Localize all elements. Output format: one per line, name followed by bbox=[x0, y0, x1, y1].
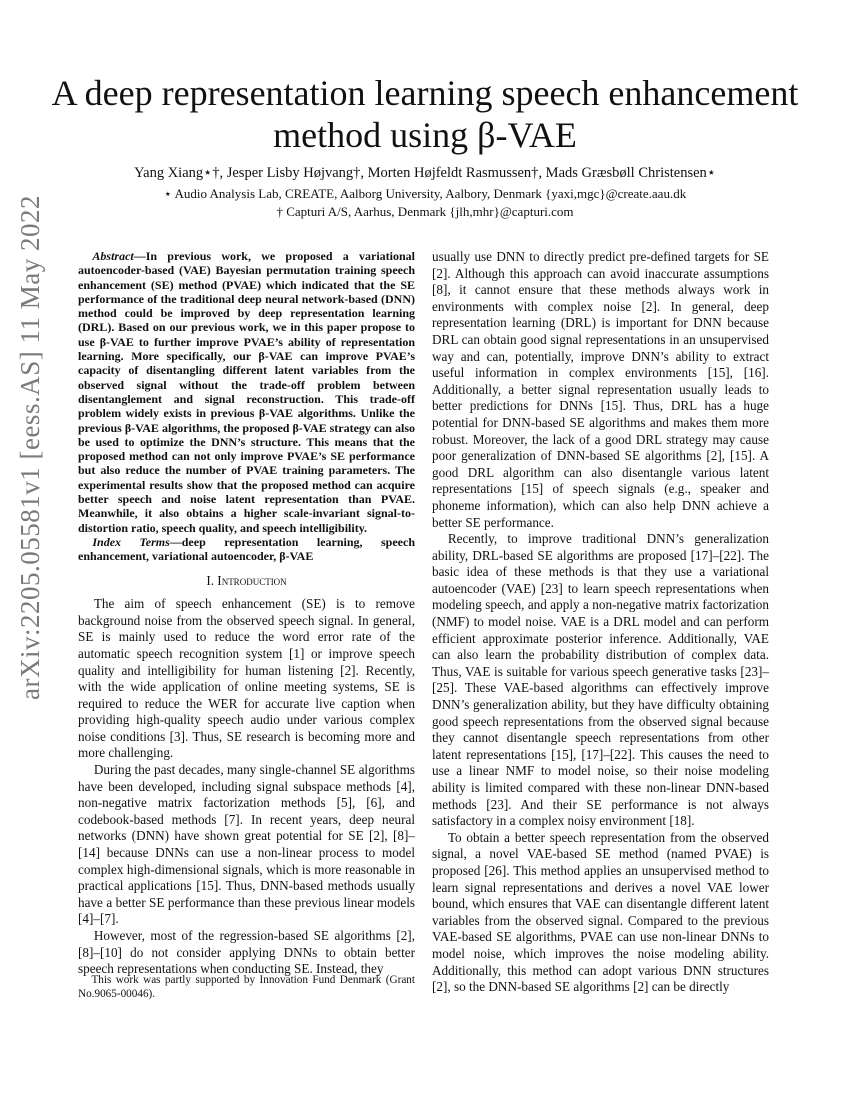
intro-paragraph-2: During the past decades, many single-channel SE algorithms have been developed, including signal subspace methods [4], non-negative matrix factorization methods [5], [6], and codebook-based methods [7]. In recent years, deep neural networks (DNN) have shown great potential for SE [2], [8]–[14] because DNNs can use a non-linear process to model complex high-dimensional signals, which is more reasonable in practical applications [15]. Thus, DNN-based methods usually have a better SE performance than these previous linear models [4]–[7]. bbox=[78, 762, 415, 927]
intro-paragraph-3-continued: usually use DNN to directly predict pre-defined targets for SE [2]. Although this approach can avoid inaccurate assumptions [8], it cannot ensure that these methods always work in environments with complex noise [2]. In general, deep representation learning (DRL) is important for DNN because DRL can obtain good signal representations in an unsupervised way and can, potentially, improve DNN’s ability to extract useful information in complex environments [15], [16]. Additionally, a better signal representation usually leads to better predictions for DNNs [15]. Thus, DRL has a huge potential for DNN-based SE algorithms and makes them more robust. Moreover, the lack of a good DRL strategy may cause poor generalization of DNN-based SE algorithms [2], [15]. A good DRL algorithm can also disentangle various latent representations [15] of speech signals (e.g., speaker and phoneme information), which can also help DNN achieve a better SE performance. bbox=[432, 249, 769, 530]
intro-paragraph-3: However, most of the regression-based SE algorithms [2], [8]–[10] do not consider applying DNNs to obtain better speech representations when conducting SE. Instead, they bbox=[78, 928, 415, 977]
intro-paragraph-1: The aim of speech enhancement (SE) is to remove background noise from the observed speech signal. In general, SE is mainly used to reduce the word error rate of the automatic speech recognition system [1] or improve speech quality and intelligibility for human listening [2]. Recently, with the wide application of online meeting systems, SE is required to reduce the WER for accurate live caption when providing high-quality speech audio under various complex noise conditions [3]. Thus, SE research is becoming more and more challenging. bbox=[78, 596, 415, 761]
index-terms-text: —deep representation learning, speech enhancement, variational autoencoder, β-VAE bbox=[78, 534, 415, 564]
arxiv-stamp: arXiv:2205.05581v1 [eess.AS] 11 May 2022 bbox=[15, 195, 45, 700]
section-heading-introduction: I. Introduction bbox=[206, 572, 287, 588]
paper-title bbox=[40, 72, 810, 156]
author-list: Yang Xiang⋆†, Jesper Lisby Højvang†, Morten Højfeldt Rasmussen†, Mads Græsbøll Christensen⋆ bbox=[134, 165, 716, 181]
index-terms bbox=[78, 535, 415, 564]
intro-paragraph-5: To obtain a better speech representation from the observed signal, a novel VAE-based SE method (named PVAE) is proposed [26]. This method applies an unsupervised method to learn signal representations and derives a novel VAE lower bound, which ensures that VAE can disentangle different latent variables from the observed signal. Compared to the previous VAE-based SE algorithms, PVAE can use non-linear DNNs to model noise, which improves the noise modeling ability. Additionally, this method can adopt various DNN structures [2], so the DNN-based SE algorithms [2] can be directly bbox=[432, 829, 769, 995]
intro-paragraph-4: Recently, to improve traditional DNN’s generalization ability, DRL-based SE algorithms are proposed [17]–[22]. The basic idea of these methods is that they use a variational autoencoder (VAE) [23] to learn speech representations when modeling speech, and apply a non-negative matrix factorization (NMF) to model noise. VAE is a DRL model and can perform efficient approximate posterior inference. Additionally, VAE can also learn the probability distribution of complex data. Thus, VAE is suitable for various speech generative tasks [23]–[25]. These VAE-based algorithms can effectively improve DNN’s generalization ability, but they have difficulty obtaining good speech representations from the observed signal because they cannot disentangle speech representations from other latent representations [15], [17]–[22]. This causes the need to use a linear NMF to model noise, so their noise modeling ability is limited compared with these non-linear DNN-based methods [23]. And their SE performance is not always satisfactory in a complex noisy environment [18]. bbox=[432, 531, 769, 829]
right-column bbox=[432, 249, 769, 996]
abstract-text: —In previous work, we proposed a variational autoencoder-based (VAE) Bayesian permutation training speech enhancement (SE) method (PVAE) which indicated that the SE performance of the traditional deep neural network-based (DNN) method could be improved by deep representation learning (DRL). Based on our previous work, we in this paper propose to use β-VAE to further improve PVAE’s ability of representation learning. More specifically, our β-VAE can improve PVAE’s capacity of disentangling different latent variables from the observed signal without the trade-off problem between disentanglement and signal reconstruction. This trade-off problem widely exists in previous β-VAE algorithms. Unlike the previous β-VAE algorithms, the proposed β-VAE strategy can also be used to optimize the DNN’s structure. This means that the proposed method can not only improve PVAE’s SE performance but also reduce the number of PVAE training parameters. The experimental results show that the proposed method can acquire better speech and noise latent representation than PVAE. Meanwhile, it also obtains a higher scale-invariant signal-to-distortion ratio, speech quality, and speech intelligibility. bbox=[78, 249, 415, 535]
abstract bbox=[78, 249, 415, 535]
abstract-label: Abstract bbox=[92, 249, 134, 263]
footnote-text: This work was partly supported by Innovation Fund Denmark (Grant No.9065-00046). bbox=[78, 974, 415, 1000]
title-line-2: method using β-VAE bbox=[273, 115, 577, 155]
index-terms-label: Index Terms bbox=[92, 534, 170, 549]
funding-footnote bbox=[78, 974, 415, 1001]
affiliation-capturi: † Capturi A/S, Aarhus, Denmark {jlh,mhr}@capturi.com bbox=[276, 204, 574, 219]
left-column bbox=[78, 249, 415, 978]
title-line-1: A deep representation learning speech enhancement bbox=[51, 73, 799, 113]
affiliation-aalborg: ⋆ Audio Analysis Lab, CREATE, Aalborg University, Aalbory, Denmark {yaxi,mgc}@create.aau.dk bbox=[163, 186, 687, 201]
